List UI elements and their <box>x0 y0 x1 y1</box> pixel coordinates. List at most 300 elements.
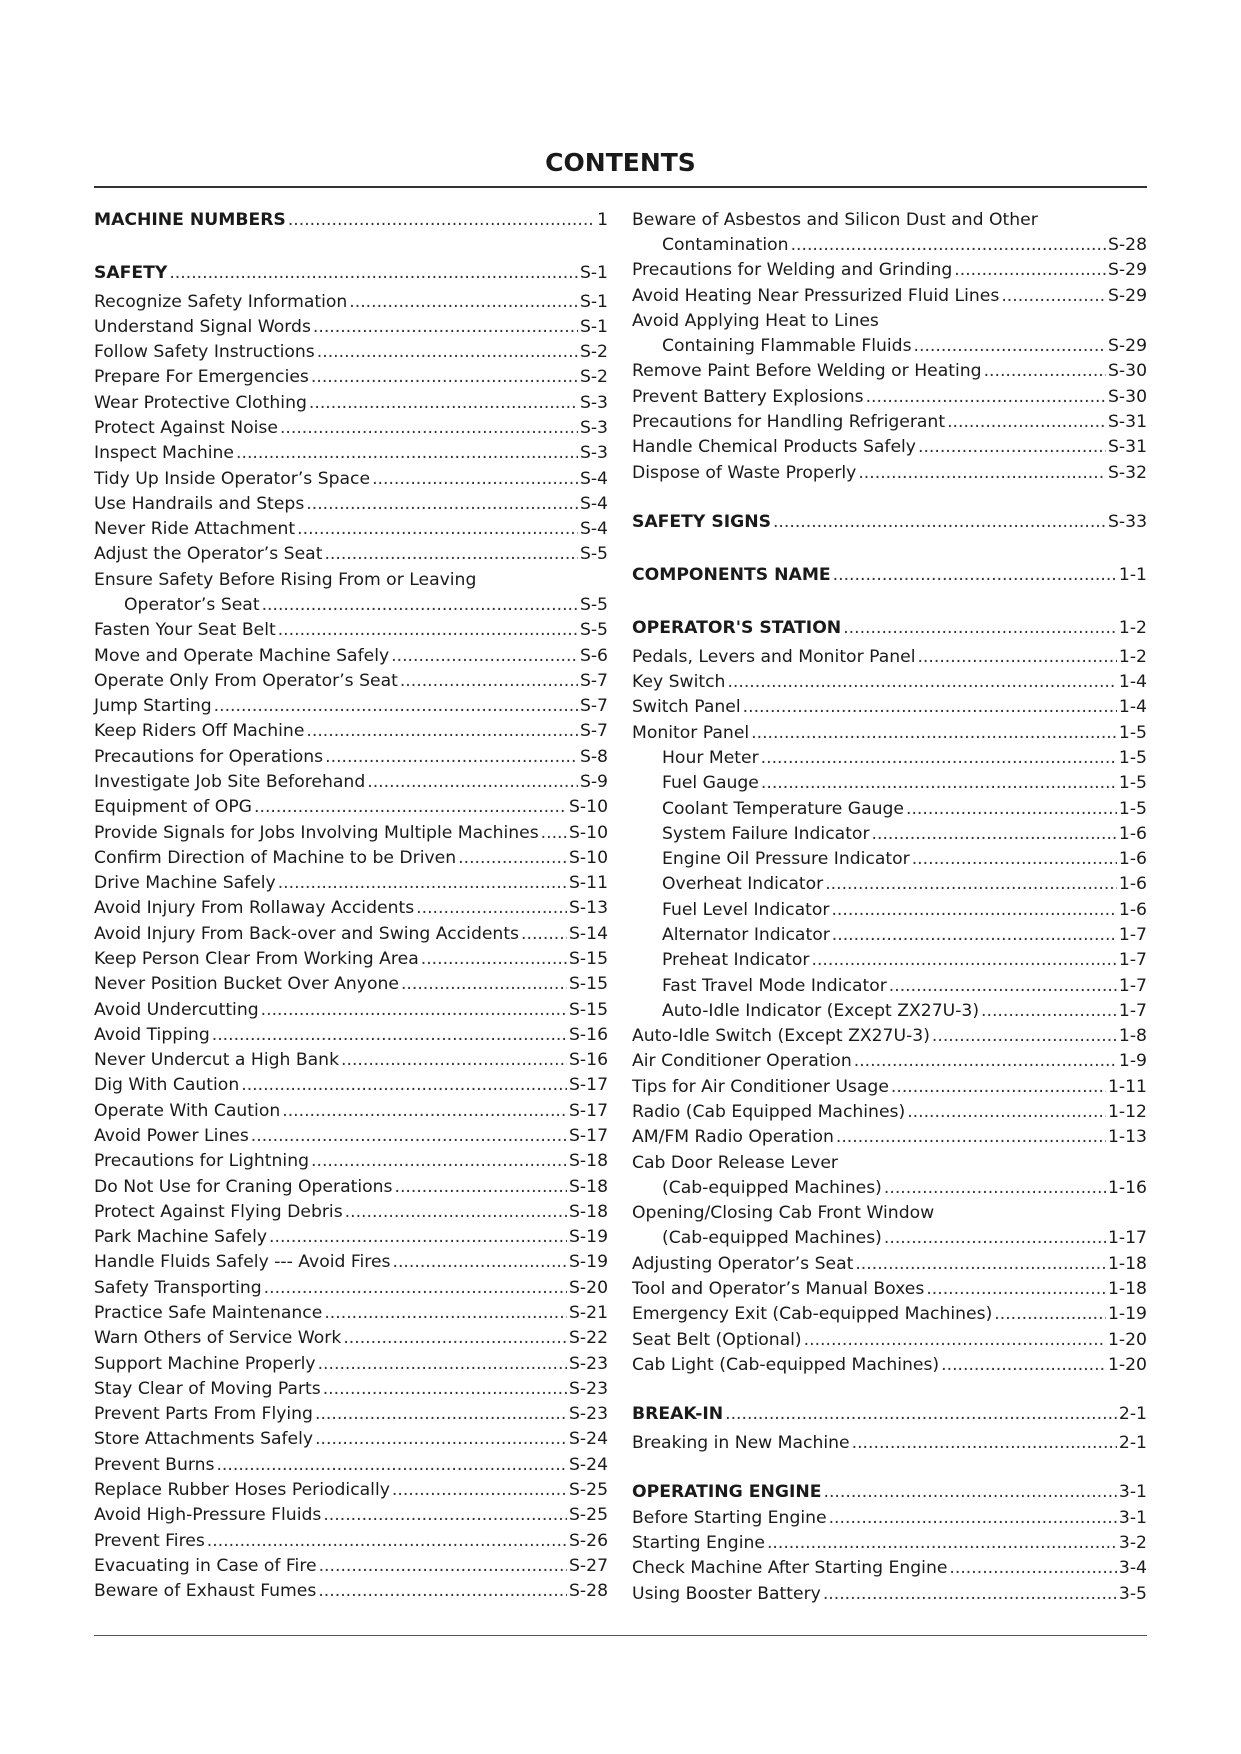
toc-leader-dots <box>889 974 1117 998</box>
toc-entry-title: Precautions for Handling Refrigerant <box>632 412 946 432</box>
toc-page-number: S-1 <box>579 263 608 283</box>
toc-page-number: S-18 <box>569 1177 608 1197</box>
toc-section-heading <box>632 1480 1147 1504</box>
toc-entry <box>632 974 1147 998</box>
toc-leader-dots <box>391 644 578 668</box>
toc-entry-title: Avoid Tipping <box>94 1025 210 1045</box>
toc-entry <box>632 1277 1147 1301</box>
toc-entry-title: Coolant Temperature Gauge <box>662 799 904 819</box>
toc-entry <box>632 309 1147 333</box>
toc-entry-title: Opening/Closing Cab Front Window <box>632 1203 935 1223</box>
toc-entry-title: Use Handrails and Steps <box>94 494 305 514</box>
title-rule <box>94 186 1147 188</box>
toc-entry <box>632 385 1147 409</box>
toc-leader-dots <box>891 1075 1106 1099</box>
toc-page-number: 2-1 <box>1118 1404 1147 1424</box>
toc-leader-dots <box>280 416 578 440</box>
toc-entry-title: Starting Engine <box>632 1533 765 1553</box>
toc-leader-dots <box>393 1250 568 1274</box>
toc-entry-title: Seat Belt (Optional) <box>632 1330 802 1350</box>
toc-entry <box>632 1049 1147 1073</box>
toc-page-number: S-28 <box>1108 235 1147 255</box>
toc-leader-dots <box>236 441 578 465</box>
toc-entry-title: Prevent Burns <box>94 1455 215 1475</box>
footer-rule <box>94 1635 1147 1636</box>
toc-entry-title: Dispose of Waste Properly <box>632 463 857 483</box>
toc-page-number: S-27 <box>569 1556 608 1576</box>
toc-entry <box>94 441 608 465</box>
toc-entry <box>632 1151 1147 1175</box>
toc-entry-title: Inspect Machine <box>94 443 235 463</box>
toc-page-number: 1-7 <box>1118 1001 1147 1021</box>
toc-entry-title: Operator’s Seat <box>124 595 260 615</box>
toc-leader-dots <box>262 593 578 617</box>
toc-entry <box>632 1125 1147 1149</box>
toc-entry <box>94 1301 608 1325</box>
toc-page-number: 1-5 <box>1118 773 1147 793</box>
toc-page-number: S-17 <box>569 1126 608 1146</box>
toc-entry <box>94 846 608 870</box>
toc-page-number: S-24 <box>569 1455 608 1475</box>
toc-entry <box>632 284 1147 308</box>
toc-leader-dots <box>907 1100 1106 1124</box>
toc-entry <box>94 467 608 491</box>
toc-entry <box>94 1124 608 1148</box>
toc-page-number: S-10 <box>569 823 608 843</box>
toc-leader-dots <box>947 410 1106 434</box>
toc-entry-title: Check Machine After Starting Engine <box>632 1558 948 1578</box>
toc-page-number: S-25 <box>569 1480 608 1500</box>
toc-entry-title: Evacuating in Case of Fire <box>94 1556 317 1576</box>
toc-leader-dots <box>216 1453 567 1477</box>
toc-page-number: S-15 <box>569 1000 608 1020</box>
toc-page-number: S-9 <box>579 772 608 792</box>
toc-entry-title: Precautions for Welding and Grinding <box>632 260 953 280</box>
toc-leader-dots <box>318 1352 567 1376</box>
toc-leader-dots <box>372 467 578 491</box>
toc-entry <box>632 1582 1147 1606</box>
toc-entry-title: Confirm Direction of Machine to be Driven <box>94 848 457 868</box>
toc-entry-title: (Cab-equipped Machines) <box>662 1228 882 1248</box>
toc-page-number: S-33 <box>1108 512 1147 532</box>
toc-entry <box>94 745 608 769</box>
toc-entry-title: Breaking in New Machine <box>632 1433 850 1453</box>
toc-entry <box>94 644 608 668</box>
toc-leader-dots <box>521 922 567 946</box>
toc-page-number: S-5 <box>579 620 608 640</box>
toc-page-number: S-11 <box>569 873 608 893</box>
toc-leader-dots <box>912 847 1117 871</box>
toc-leader-dots <box>261 998 567 1022</box>
toc-leader-dots <box>836 1125 1106 1149</box>
toc-entry <box>94 1175 608 1199</box>
toc-entry-title: Avoid Applying Heat to Lines <box>632 311 879 331</box>
toc-entry-title: Preheat Indicator <box>662 950 810 970</box>
toc-page-number: 1-5 <box>1118 723 1147 743</box>
toc-entry <box>94 821 608 845</box>
toc-page-number: 1-19 <box>1107 1304 1147 1324</box>
toc-page-number: S-19 <box>569 1227 608 1247</box>
toc-leader-dots <box>323 1503 567 1527</box>
toc-entry-title: Engine Oil Pressure Indicator <box>662 849 910 869</box>
toc-entry <box>94 1579 608 1603</box>
toc-entry-title: Adjust the Operator’s Seat <box>94 544 323 564</box>
toc-entry-title: Warn Others of Service Work <box>94 1328 342 1348</box>
toc-entry <box>632 1201 1147 1225</box>
toc-entry-title: System Failure Indicator <box>662 824 870 844</box>
toc-entry <box>632 771 1147 795</box>
toc-entry <box>94 315 608 339</box>
toc-leader-dots <box>932 1024 1117 1048</box>
toc-leader-dots <box>926 1277 1106 1301</box>
toc-leader-dots <box>401 972 567 996</box>
toc-entry-title: Tool and Operator’s Manual Boxes <box>632 1279 925 1299</box>
toc-entry-title: Never Position Bucket Over Anyone <box>94 974 399 994</box>
toc-entry <box>94 365 608 389</box>
toc-page-number: S-2 <box>579 342 608 362</box>
toc-entry <box>632 797 1147 821</box>
toc-page-number: S-8 <box>579 747 608 767</box>
toc-leader-dots <box>207 1529 567 1553</box>
toc-page-number: 1-6 <box>1118 900 1147 920</box>
toc-leader-dots <box>751 721 1117 745</box>
toc-entry-title: Air Conditioner Operation <box>632 1051 852 1071</box>
toc-leader-dots <box>854 1049 1117 1073</box>
toc-entry-title: Operate With Caution <box>94 1101 281 1121</box>
toc-page-number: S-23 <box>569 1404 608 1424</box>
toc-entry <box>632 670 1147 694</box>
toc-entry <box>632 872 1147 896</box>
toc-page-number: 1-8 <box>1118 1026 1147 1046</box>
toc-entry-title: Beware of Asbestos and Silicon Dust and Other <box>632 210 1038 230</box>
toc-leader-dots <box>823 1582 1117 1606</box>
toc-page-number: S-4 <box>579 469 608 489</box>
toc-entry-title: Beware of Exhaust Fumes <box>94 1581 317 1601</box>
toc-page-number: S-4 <box>579 519 608 539</box>
toc-page-number: S-18 <box>569 1202 608 1222</box>
toc-entry-title: Auto-Idle Indicator (Except ZX27U-3) <box>662 1001 980 1021</box>
toc-page-number: S-29 <box>1108 260 1147 280</box>
toc-entry <box>94 998 608 1022</box>
toc-section-heading <box>632 1402 1147 1426</box>
toc-entry-title: Containing Flammable Fluids <box>662 336 912 356</box>
toc-entry-title: BREAK-IN <box>632 1404 724 1424</box>
toc-entry-title: OPERATOR'S STATION <box>632 618 842 638</box>
toc-leader-dots <box>349 290 578 314</box>
toc-leader-dots <box>855 1252 1106 1276</box>
toc-page-number: S-16 <box>569 1050 608 1070</box>
toc-entry <box>94 1453 608 1477</box>
toc-leader-dots <box>313 315 578 339</box>
toc-page-number: S-3 <box>579 393 608 413</box>
toc-entry <box>632 1100 1147 1124</box>
toc-entry <box>632 721 1147 745</box>
toc-entry-title: Handle Chemical Products Safely <box>632 437 916 457</box>
toc-entry <box>94 972 608 996</box>
toc-entry <box>632 746 1147 770</box>
toc-entry-title: Fuel Gauge <box>662 773 759 793</box>
toc-leader-dots <box>400 669 578 693</box>
toc-leader-dots <box>278 618 578 642</box>
toc-page-number: S-30 <box>1108 387 1147 407</box>
toc-entry-title: Stay Clear of Moving Parts <box>94 1379 321 1399</box>
toc-entry-title: Replace Rubber Hoses Periodically <box>94 1480 390 1500</box>
toc-leader-dots <box>872 822 1117 846</box>
toc-page-number: 3-1 <box>1118 1482 1147 1502</box>
toc-entry-title: Prepare For Emergencies <box>94 367 309 387</box>
toc-page-number: S-17 <box>569 1101 608 1121</box>
toc-entry <box>94 871 608 895</box>
toc-page-number: S-5 <box>579 544 608 564</box>
toc-page-number: S-2 <box>579 367 608 387</box>
toc-entry-title: Dig With Caution <box>94 1075 240 1095</box>
toc-entry <box>94 719 608 743</box>
toc-entry <box>632 1176 1147 1200</box>
toc-entry-title: Radio (Cab Equipped Machines) <box>632 1102 906 1122</box>
toc-entry-title: SAFETY SIGNS <box>632 512 771 532</box>
toc-entry <box>94 1149 608 1173</box>
toc-page-number: S-10 <box>569 848 608 868</box>
toc-entry <box>94 795 608 819</box>
toc-page-number: S-10 <box>569 797 608 817</box>
toc-entry-title: Move and Operate Machine Safely <box>94 646 390 666</box>
toc-entry <box>94 1250 608 1274</box>
toc-page-number: S-17 <box>569 1075 608 1095</box>
toc-page-number: 1-20 <box>1107 1355 1147 1375</box>
toc-page-number: S-3 <box>579 443 608 463</box>
page-title: CONTENTS <box>545 148 696 177</box>
toc-entry <box>94 1402 608 1426</box>
toc-page-number: 1-9 <box>1118 1051 1147 1071</box>
toc-page-number: S-1 <box>579 292 608 312</box>
toc-page-number: 1-6 <box>1118 874 1147 894</box>
toc-entry <box>94 1478 608 1502</box>
toc-page-number: S-19 <box>569 1252 608 1272</box>
toc-entry <box>94 618 608 642</box>
toc-leader-dots <box>829 1506 1117 1530</box>
toc-page-number: S-22 <box>569 1328 608 1348</box>
toc-entry <box>632 1075 1147 1099</box>
toc-page-number: 1-4 <box>1118 672 1147 692</box>
toc-page-number: 2-1 <box>1118 1433 1147 1453</box>
toc-leader-dots <box>315 1427 567 1451</box>
toc-leader-dots <box>866 385 1106 409</box>
toc-page-number: S-3 <box>579 418 608 438</box>
toc-page-number: 1 <box>597 210 608 230</box>
toc-leader-dots <box>761 746 1117 770</box>
toc-leader-dots <box>306 492 578 516</box>
toc-page-number: 1-4 <box>1118 697 1147 717</box>
toc-page-number: 1-13 <box>1107 1127 1147 1147</box>
toc-page-number: S-16 <box>569 1025 608 1045</box>
toc-entry-title: Ensure Safety Before Rising From or Leaving <box>94 570 477 590</box>
toc-entry-title: Avoid Heating Near Pressurized Fluid Lines <box>632 286 1000 306</box>
toc-page-number: 1-7 <box>1118 925 1147 945</box>
toc-leader-dots <box>832 923 1117 947</box>
toc-page-number: S-1 <box>579 317 608 337</box>
toc-page-number: 1-16 <box>1107 1178 1147 1198</box>
toc-entry-title: Monitor Panel <box>632 723 750 743</box>
toc-page-number: S-29 <box>1108 336 1147 356</box>
toc-entry <box>632 695 1147 719</box>
toc-entry-title: Before Starting Engine <box>632 1508 827 1528</box>
toc-entry <box>632 923 1147 947</box>
toc-leader-dots <box>323 1377 567 1401</box>
toc-leader-dots <box>416 896 567 920</box>
toc-leader-dots <box>761 771 1117 795</box>
toc-entry <box>94 1200 608 1224</box>
toc-leader-dots <box>318 1579 567 1603</box>
toc-leader-dots <box>884 1226 1106 1250</box>
toc-section-heading <box>632 563 1147 587</box>
toc-entry <box>632 410 1147 434</box>
toc-entry-title: Tidy Up Inside Operator’s Space <box>94 469 371 489</box>
toc-leader-dots <box>981 999 1117 1023</box>
toc-leader-dots <box>311 365 578 389</box>
toc-entry-title: COMPONENTS NAME <box>632 565 831 585</box>
toc-entry-title: Avoid Power Lines <box>94 1126 249 1146</box>
toc-leader-dots <box>325 745 578 769</box>
toc-page-number: S-23 <box>569 1379 608 1399</box>
toc-entry-title: Operate Only From Operator’s Seat <box>94 671 398 691</box>
toc-entry-title: Jump Starting <box>94 696 212 716</box>
toc-entry <box>94 1554 608 1578</box>
toc-leader-dots <box>264 1276 567 1300</box>
toc-leader-dots <box>811 948 1116 972</box>
toc-entry <box>94 1503 608 1527</box>
toc-page-number: 1-2 <box>1118 618 1147 638</box>
toc-entry <box>632 258 1147 282</box>
toc-leader-dots <box>941 1353 1106 1377</box>
toc-entry-title: Wear Protective Clothing <box>94 393 307 413</box>
toc-entry-title: Store Attachments Safely <box>94 1429 314 1449</box>
toc-entry <box>94 694 608 718</box>
toc-entry-title: Follow Safety Instructions <box>94 342 315 362</box>
toc-entry <box>94 1048 608 1072</box>
toc-entry-title: Understand Signal Words <box>94 317 311 337</box>
toc-page-number: S-32 <box>1108 463 1147 483</box>
toc-page-number: S-26 <box>569 1531 608 1551</box>
toc-entry-title: Avoid Injury From Back-over and Swing Accidents <box>94 924 520 944</box>
toc-page-number: 1-18 <box>1107 1279 1147 1299</box>
toc-entry-title: Precautions for Lightning <box>94 1151 310 1171</box>
toc-entry-title: Do Not Use for Craning Operations <box>94 1177 393 1197</box>
toc-entry <box>632 208 1147 232</box>
toc-entry-title: Alternator Indicator <box>662 925 830 945</box>
toc-entry <box>632 999 1147 1023</box>
toc-entry-title: Remove Paint Before Welding or Heating <box>632 361 982 381</box>
toc-page-number: 1-18 <box>1107 1254 1147 1274</box>
toc-entry <box>94 770 608 794</box>
toc-entry-title: Avoid Injury From Rollaway Accidents <box>94 898 415 918</box>
toc-entry <box>94 340 608 364</box>
toc-page-number: 1-7 <box>1118 950 1147 970</box>
toc-entry <box>94 290 608 314</box>
toc-page-number: 3-5 <box>1118 1584 1147 1604</box>
toc-leader-dots <box>214 694 578 718</box>
toc-entry <box>94 947 608 971</box>
toc-entry <box>94 1352 608 1376</box>
toc-leader-dots <box>282 1099 567 1123</box>
toc-leader-dots <box>169 261 578 285</box>
toc-entry-title: Key Switch <box>632 672 726 692</box>
toc-entry-title: Using Booster Battery <box>632 1584 821 1604</box>
toc-entry-title: Hour Meter <box>662 748 759 768</box>
toc-entry-title: Fasten Your Seat Belt <box>94 620 276 640</box>
toc-leader-dots <box>831 898 1116 922</box>
toc-leader-dots <box>309 391 578 415</box>
toc-entry <box>94 517 608 541</box>
toc-leader-dots <box>241 1073 567 1097</box>
toc-section-heading <box>632 510 1147 534</box>
toc-entry <box>94 1377 608 1401</box>
toc-page-number: S-31 <box>1108 437 1147 457</box>
toc-section-heading <box>632 616 1147 640</box>
toc-page-number: 1-20 <box>1107 1330 1147 1350</box>
toc-leader-dots <box>317 340 578 364</box>
toc-leader-dots <box>345 1200 567 1224</box>
toc-entry <box>94 1326 608 1350</box>
toc-page-number: 1-11 <box>1107 1077 1147 1097</box>
toc-entry-title: Adjusting Operator’s Seat <box>632 1254 854 1274</box>
toc-entry <box>632 334 1147 358</box>
toc-entry-title: Protect Against Noise <box>94 418 278 438</box>
toc-entry <box>632 1328 1147 1352</box>
toc-leader-dots <box>269 1225 567 1249</box>
toc-entry <box>94 492 608 516</box>
toc-entry-title: Safety Transporting <box>94 1278 262 1298</box>
toc-leader-dots <box>725 1402 1117 1426</box>
toc-entry <box>94 416 608 440</box>
toc-entry-title: AM/FM Radio Operation <box>632 1127 834 1147</box>
toc-entry <box>94 542 608 566</box>
toc-leader-dots <box>914 334 1106 358</box>
toc-entry-title: Fast Travel Mode Indicator <box>662 976 887 996</box>
toc-page-number: 3-2 <box>1118 1533 1147 1553</box>
toc-leader-dots <box>288 208 595 232</box>
toc-page-number: 1-17 <box>1107 1228 1147 1248</box>
toc-entry-title: Protect Against Flying Debris <box>94 1202 343 1222</box>
toc-leader-dots <box>297 517 578 541</box>
toc-leader-dots <box>1001 284 1106 308</box>
toc-page-number: S-30 <box>1108 361 1147 381</box>
toc-page-number: S-13 <box>569 898 608 918</box>
toc-leader-dots <box>949 1556 1117 1580</box>
toc-page-number: 1-6 <box>1118 824 1147 844</box>
toc-leader-dots <box>994 1302 1106 1326</box>
toc-page-number: S-31 <box>1108 412 1147 432</box>
toc-page-number: S-15 <box>569 949 608 969</box>
toc-section-heading <box>94 261 608 285</box>
toc-entry <box>632 461 1147 485</box>
toc-leader-dots <box>727 670 1116 694</box>
toc-page-number: 1-5 <box>1118 748 1147 768</box>
toc-page-number: 1-7 <box>1118 976 1147 996</box>
toc-leader-dots <box>394 1175 567 1199</box>
toc-leader-dots <box>825 872 1117 896</box>
toc-leader-dots <box>954 258 1106 282</box>
toc-leader-dots <box>392 1478 567 1502</box>
toc-leader-dots <box>804 1328 1106 1352</box>
toc-entry <box>94 593 608 617</box>
toc-leader-dots <box>743 695 1117 719</box>
toc-entry <box>94 568 608 592</box>
toc-page-number: 1-5 <box>1118 799 1147 819</box>
toc-page-number: S-15 <box>569 974 608 994</box>
toc-entry-title: Pedals, Levers and Monitor Panel <box>632 647 916 667</box>
toc-leader-dots <box>541 821 567 845</box>
toc-page-number: 3-4 <box>1118 1558 1147 1578</box>
